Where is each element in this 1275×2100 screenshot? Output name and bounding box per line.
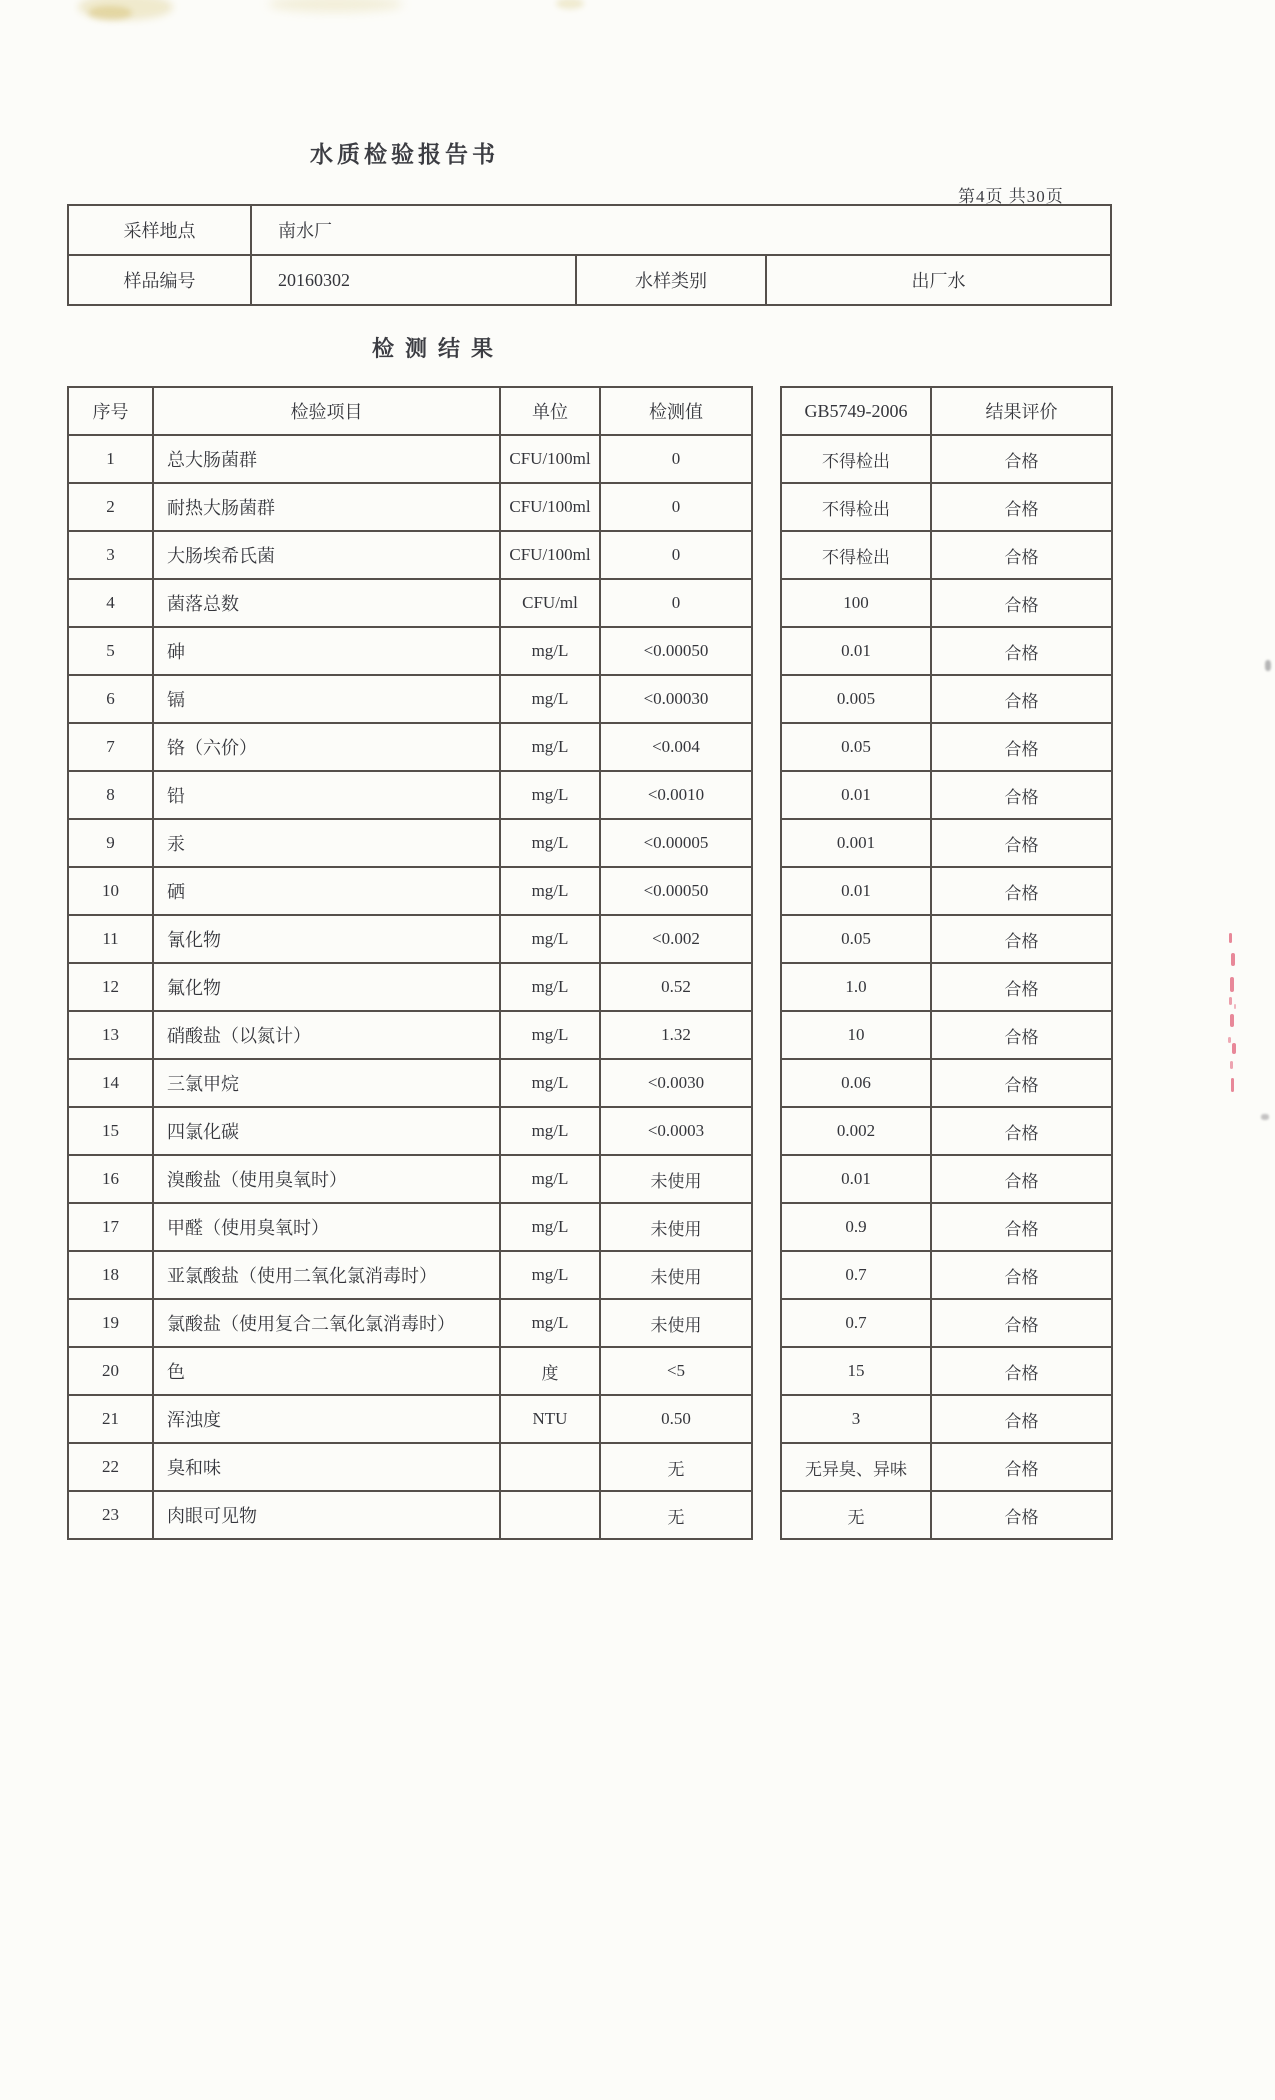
results-row [781, 1491, 1112, 1539]
results-row [68, 1491, 752, 1539]
row-value: 0 [600, 435, 752, 483]
row-item: 氯酸盐（使用复合二氧化氯消毒时） [153, 1299, 500, 1347]
row-unit: mg/L [500, 675, 600, 723]
row-evaluation: 合格 [931, 627, 1112, 675]
row-evaluation: 合格 [931, 819, 1112, 867]
results-row [781, 1107, 1112, 1155]
red-ink-mark [1231, 1078, 1234, 1092]
row-unit: NTU [500, 1395, 600, 1443]
scan-smudge [88, 6, 132, 20]
results-row [781, 723, 1112, 771]
row-no: 14 [68, 1059, 153, 1107]
row-standard: 0.01 [781, 771, 931, 819]
row-standard: 0.002 [781, 1107, 931, 1155]
row-evaluation: 合格 [931, 1203, 1112, 1251]
row-value: 0.52 [600, 963, 752, 1011]
row-standard: 0.7 [781, 1299, 931, 1347]
row-unit: CFU/ml [500, 579, 600, 627]
scan-speck [1261, 1114, 1269, 1120]
results-row [68, 675, 752, 723]
results-row [781, 867, 1112, 915]
results-row [68, 915, 752, 963]
row-no: 17 [68, 1203, 153, 1251]
row-item: 铬（六价） [153, 723, 500, 771]
results-row [68, 579, 752, 627]
row-unit: mg/L [500, 1203, 600, 1251]
row-item: 肉眼可见物 [153, 1491, 500, 1539]
results-row [781, 1443, 1112, 1491]
row-item: 溴酸盐（使用臭氧时） [153, 1155, 500, 1203]
row-evaluation: 合格 [931, 531, 1112, 579]
row-unit: mg/L [500, 819, 600, 867]
row-no: 23 [68, 1491, 153, 1539]
row-item: 臭和味 [153, 1443, 500, 1491]
row-unit: mg/L [500, 1059, 600, 1107]
results-row [781, 1203, 1112, 1251]
row-value: <0.00005 [600, 819, 752, 867]
row-no: 6 [68, 675, 153, 723]
row-evaluation: 合格 [931, 435, 1112, 483]
results-table-right [780, 386, 1113, 1540]
results-row [781, 627, 1112, 675]
row-no: 11 [68, 915, 153, 963]
header-unit: 单位 [500, 387, 600, 435]
row-value: 1.32 [600, 1011, 752, 1059]
row-value: 0 [600, 531, 752, 579]
row-value: 0 [600, 579, 752, 627]
row-no: 13 [68, 1011, 153, 1059]
row-evaluation: 合格 [931, 1011, 1112, 1059]
results-row [68, 1443, 752, 1491]
row-value: 未使用 [600, 1251, 752, 1299]
row-unit: mg/L [500, 915, 600, 963]
row-item: 大肠埃希氏菌 [153, 531, 500, 579]
results-row [781, 1059, 1112, 1107]
row-no: 1 [68, 435, 153, 483]
row-evaluation: 合格 [931, 1443, 1112, 1491]
results-left-body [68, 435, 752, 1539]
row-no: 19 [68, 1299, 153, 1347]
row-unit: mg/L [500, 1299, 600, 1347]
row-unit: mg/L [500, 723, 600, 771]
results-row [68, 963, 752, 1011]
row-no: 3 [68, 531, 153, 579]
results-row [781, 771, 1112, 819]
row-evaluation: 合格 [931, 1155, 1112, 1203]
row-value: <0.0010 [600, 771, 752, 819]
row-unit: CFU/100ml [500, 435, 600, 483]
row-evaluation: 合格 [931, 723, 1112, 771]
row-value: 0.50 [600, 1395, 752, 1443]
row-item: 砷 [153, 627, 500, 675]
row-standard: 0.01 [781, 627, 931, 675]
row-value: <0.0030 [600, 1059, 752, 1107]
row-unit: mg/L [500, 771, 600, 819]
row-no: 10 [68, 867, 153, 915]
scan-smudge [268, 0, 403, 12]
results-table-left [67, 386, 753, 1540]
page-indicator: 第4页 共30页 [958, 187, 1064, 206]
row-standard: 0.7 [781, 1251, 931, 1299]
row-item: 镉 [153, 675, 500, 723]
row-value: 0 [600, 483, 752, 531]
section-title: 检测结果 [372, 336, 505, 361]
red-ink-mark [1230, 1014, 1234, 1027]
row-standard: 3 [781, 1395, 931, 1443]
row-evaluation: 合格 [931, 1299, 1112, 1347]
row-evaluation: 合格 [931, 579, 1112, 627]
results-row [68, 1059, 752, 1107]
header-item: 检验项目 [153, 387, 500, 435]
row-unit: CFU/100ml [500, 483, 600, 531]
results-row [781, 675, 1112, 723]
results-row [781, 963, 1112, 1011]
row-value: 未使用 [600, 1299, 752, 1347]
row-evaluation: 合格 [931, 963, 1112, 1011]
results-row [68, 1299, 752, 1347]
results-row [781, 483, 1112, 531]
row-evaluation: 合格 [931, 1059, 1112, 1107]
results-row [781, 579, 1112, 627]
water-type-value: 出厂水 [766, 255, 1111, 305]
row-standard: 15 [781, 1347, 931, 1395]
results-row [68, 1203, 752, 1251]
row-standard: 0.05 [781, 915, 931, 963]
row-unit: mg/L [500, 1251, 600, 1299]
row-standard: 100 [781, 579, 931, 627]
row-value: 无 [600, 1443, 752, 1491]
results-row [68, 531, 752, 579]
results-row [68, 1107, 752, 1155]
sample-info-row [68, 205, 1111, 255]
header-no: 序号 [68, 387, 153, 435]
red-ink-mark [1228, 1037, 1231, 1043]
row-no: 16 [68, 1155, 153, 1203]
row-standard: 0.005 [781, 675, 931, 723]
row-value: <0.00050 [600, 627, 752, 675]
row-evaluation: 合格 [931, 915, 1112, 963]
row-item: 汞 [153, 819, 500, 867]
results-row [68, 1251, 752, 1299]
row-unit: mg/L [500, 1107, 600, 1155]
row-item: 硝酸盐（以氮计） [153, 1011, 500, 1059]
row-item: 硒 [153, 867, 500, 915]
row-no: 7 [68, 723, 153, 771]
results-row [68, 627, 752, 675]
results-row [781, 1251, 1112, 1299]
row-standard: 1.0 [781, 963, 931, 1011]
sample-no-label: 样品编号 [68, 255, 251, 305]
red-ink-mark [1230, 977, 1234, 992]
results-row [68, 771, 752, 819]
results-row [781, 1347, 1112, 1395]
results-row [68, 867, 752, 915]
row-value: 无 [600, 1491, 752, 1539]
row-unit: mg/L [500, 1011, 600, 1059]
row-item: 耐热大肠菌群 [153, 483, 500, 531]
row-item: 亚氯酸盐（使用二氧化氯消毒时） [153, 1251, 500, 1299]
results-row [781, 531, 1112, 579]
row-no: 18 [68, 1251, 153, 1299]
row-unit: mg/L [500, 963, 600, 1011]
row-standard: 无异臭、异味 [781, 1443, 931, 1491]
sample-info-row [68, 255, 1111, 305]
row-value: 未使用 [600, 1203, 752, 1251]
row-item: 浑浊度 [153, 1395, 500, 1443]
scan-speck [1265, 660, 1271, 671]
row-item: 色 [153, 1347, 500, 1395]
row-no: 21 [68, 1395, 153, 1443]
row-value: <0.0003 [600, 1107, 752, 1155]
red-ink-mark [1229, 933, 1232, 943]
row-evaluation: 合格 [931, 1251, 1112, 1299]
row-standard: 0.001 [781, 819, 931, 867]
row-evaluation: 合格 [931, 1107, 1112, 1155]
results-right-body [781, 435, 1112, 1539]
row-standard: 0.05 [781, 723, 931, 771]
row-no: 9 [68, 819, 153, 867]
results-row [68, 1347, 752, 1395]
sampling-location-value: 南水厂 [251, 205, 1111, 255]
results-row [68, 435, 752, 483]
row-value: <0.004 [600, 723, 752, 771]
row-value: <5 [600, 1347, 752, 1395]
row-standard: 不得检出 [781, 435, 931, 483]
row-item: 总大肠菌群 [153, 435, 500, 483]
row-unit: mg/L [500, 627, 600, 675]
row-value: 未使用 [600, 1155, 752, 1203]
row-standard: 无 [781, 1491, 931, 1539]
results-header-row [781, 387, 1112, 435]
row-standard: 不得检出 [781, 483, 931, 531]
results-row [781, 1299, 1112, 1347]
row-standard: 0.01 [781, 867, 931, 915]
row-evaluation: 合格 [931, 1491, 1112, 1539]
results-row [68, 723, 752, 771]
row-value: <0.00030 [600, 675, 752, 723]
row-unit [500, 1491, 600, 1539]
row-no: 20 [68, 1347, 153, 1395]
row-evaluation: 合格 [931, 675, 1112, 723]
results-row [781, 915, 1112, 963]
row-standard: 0.9 [781, 1203, 931, 1251]
scan-smudge [556, 0, 584, 9]
row-item: 甲醛（使用臭氧时） [153, 1203, 500, 1251]
row-item: 三氯甲烷 [153, 1059, 500, 1107]
row-evaluation: 合格 [931, 1395, 1112, 1443]
results-row [781, 1011, 1112, 1059]
sample-info-table [67, 204, 1112, 306]
results-row [68, 483, 752, 531]
row-no: 8 [68, 771, 153, 819]
results-row [68, 819, 752, 867]
sampling-location-label: 采样地点 [68, 205, 251, 255]
water-type-label: 水样类别 [576, 255, 766, 305]
document-title: 水质检验报告书 [310, 142, 499, 167]
row-item: 铅 [153, 771, 500, 819]
row-value: <0.00050 [600, 867, 752, 915]
row-standard: 0.06 [781, 1059, 931, 1107]
row-evaluation: 合格 [931, 483, 1112, 531]
row-value: <0.002 [600, 915, 752, 963]
row-no: 2 [68, 483, 153, 531]
row-standard: 10 [781, 1011, 931, 1059]
results-row [68, 1011, 752, 1059]
results-row [781, 435, 1112, 483]
results-row [781, 819, 1112, 867]
header-standard: GB5749-2006 [781, 387, 931, 435]
sample-no-value: 20160302 [251, 255, 576, 305]
results-row [68, 1395, 752, 1443]
results-row [68, 1155, 752, 1203]
row-item: 氰化物 [153, 915, 500, 963]
row-evaluation: 合格 [931, 867, 1112, 915]
row-no: 15 [68, 1107, 153, 1155]
row-unit: mg/L [500, 1155, 600, 1203]
row-standard: 0.01 [781, 1155, 931, 1203]
header-value: 检测值 [600, 387, 752, 435]
row-no: 22 [68, 1443, 153, 1491]
results-row [781, 1395, 1112, 1443]
row-no: 12 [68, 963, 153, 1011]
red-ink-mark [1232, 1043, 1236, 1054]
row-item: 氟化物 [153, 963, 500, 1011]
row-unit: 度 [500, 1347, 600, 1395]
red-ink-mark [1231, 953, 1235, 966]
results-row [781, 1155, 1112, 1203]
results-header-row [68, 387, 752, 435]
red-ink-mark [1230, 1061, 1233, 1069]
row-evaluation: 合格 [931, 1347, 1112, 1395]
row-evaluation: 合格 [931, 771, 1112, 819]
row-item: 菌落总数 [153, 579, 500, 627]
row-no: 4 [68, 579, 153, 627]
row-unit: mg/L [500, 867, 600, 915]
scan-smudge [78, 0, 173, 20]
row-item: 四氯化碳 [153, 1107, 500, 1155]
row-unit: CFU/100ml [500, 531, 600, 579]
row-unit [500, 1443, 600, 1491]
header-evaluation: 结果评价 [931, 387, 1112, 435]
row-no: 5 [68, 627, 153, 675]
red-ink-mark [1229, 997, 1232, 1005]
red-ink-mark [1234, 1004, 1236, 1009]
row-standard: 不得检出 [781, 531, 931, 579]
